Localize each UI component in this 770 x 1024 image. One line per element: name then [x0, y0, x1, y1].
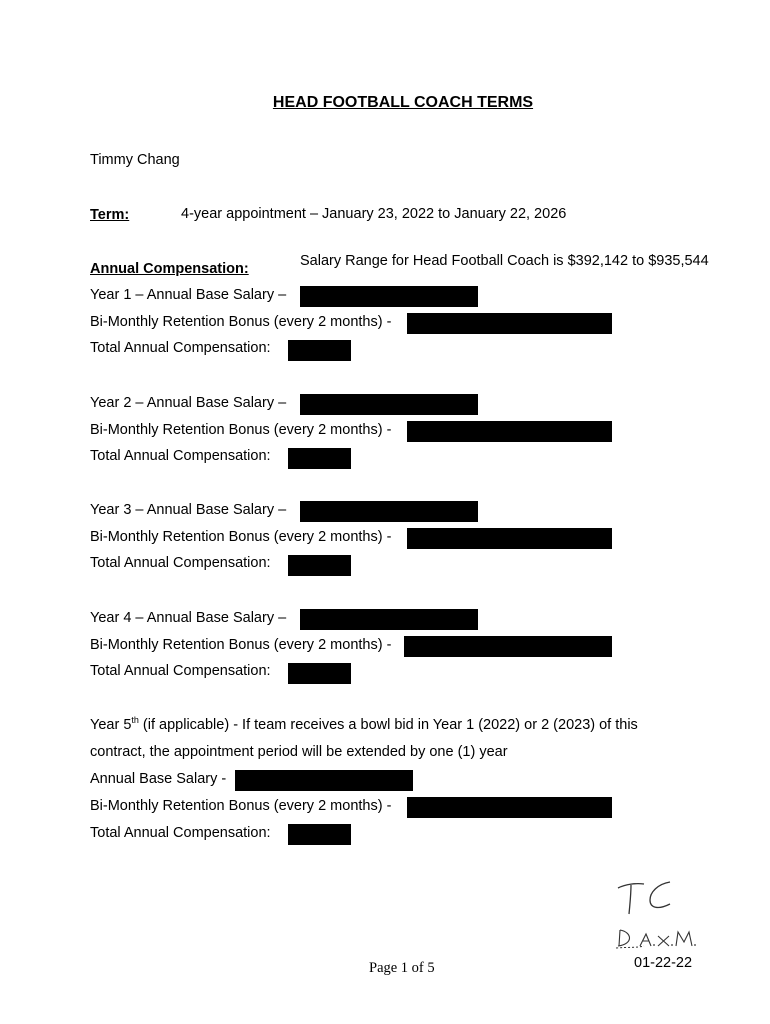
handwritten-initials-dakm [614, 924, 700, 952]
redaction-block [288, 663, 351, 684]
redaction-block [300, 394, 478, 415]
redaction-block [288, 340, 351, 361]
coach-name: Timmy Chang [90, 152, 180, 168]
year5-base-label: Annual Base Salary - [90, 771, 227, 787]
year5-line2: contract, the appointment period will be extended by one (1) year [90, 744, 508, 760]
year3-base-label: Year 3 – Annual Base Salary – [90, 502, 287, 518]
year4-bonus-label: Bi-Monthly Retention Bonus (every 2 months) - [90, 637, 392, 653]
redaction-block [300, 501, 478, 522]
year5-condition: (if applicable) - If team receives a bowl bid in Year 1 (2022) or 2 (2023) of this [138, 717, 638, 733]
year1-bonus-label: Bi-Monthly Retention Bonus (every 2 months) - [90, 314, 392, 330]
year5-sup: th [131, 715, 139, 726]
year2-bonus-label: Bi-Monthly Retention Bonus (every 2 months) - [90, 422, 392, 438]
redaction-block [407, 797, 612, 818]
year2-total-label: Total Annual Compensation: [90, 448, 271, 464]
redaction-block [407, 313, 612, 334]
year3-total-label: Total Annual Compensation: [90, 555, 271, 571]
redaction-block [300, 286, 478, 307]
document-title: HEAD FOOTBALL COACH TERMS [272, 94, 534, 111]
term-text: 4-year appointment – January 23, 2022 to January 22, 2026 [181, 206, 567, 222]
year4-base-label: Year 4 – Annual Base Salary – [90, 610, 287, 626]
year5-line1 [90, 717, 638, 733]
redaction-block [288, 824, 351, 845]
year1-total-label: Total Annual Compensation: [90, 340, 271, 356]
page-number: Page 1 of 5 [369, 960, 435, 976]
year5-total-label: Total Annual Compensation: [90, 825, 271, 841]
year4-total-label: Total Annual Compensation: [90, 663, 271, 679]
year3-bonus-label: Bi-Monthly Retention Bonus (every 2 months) - [90, 529, 392, 545]
term-label: Term: [90, 207, 130, 223]
redaction-block [235, 770, 413, 791]
redaction-block [300, 609, 478, 630]
year1-base-label: Year 1 – Annual Base Salary – [90, 287, 287, 303]
year5-bonus-label: Bi-Monthly Retention Bonus (every 2 months) - [90, 798, 392, 814]
compensation-label: Annual Compensation: [90, 261, 249, 277]
redaction-block [288, 555, 351, 576]
redaction-block [407, 528, 612, 549]
year5-prefix: Year 5 [90, 717, 132, 733]
redaction-block [404, 636, 612, 657]
salary-range-text: Salary Range for Head Football Coach is $392,142 to $935,544 [300, 253, 709, 269]
year2-base-label: Year 2 – Annual Base Salary – [90, 395, 287, 411]
redaction-block [407, 421, 612, 442]
redaction-block [288, 448, 351, 469]
signature-date: 01-22-22 [634, 955, 693, 971]
handwritten-initials-tc [612, 878, 682, 920]
